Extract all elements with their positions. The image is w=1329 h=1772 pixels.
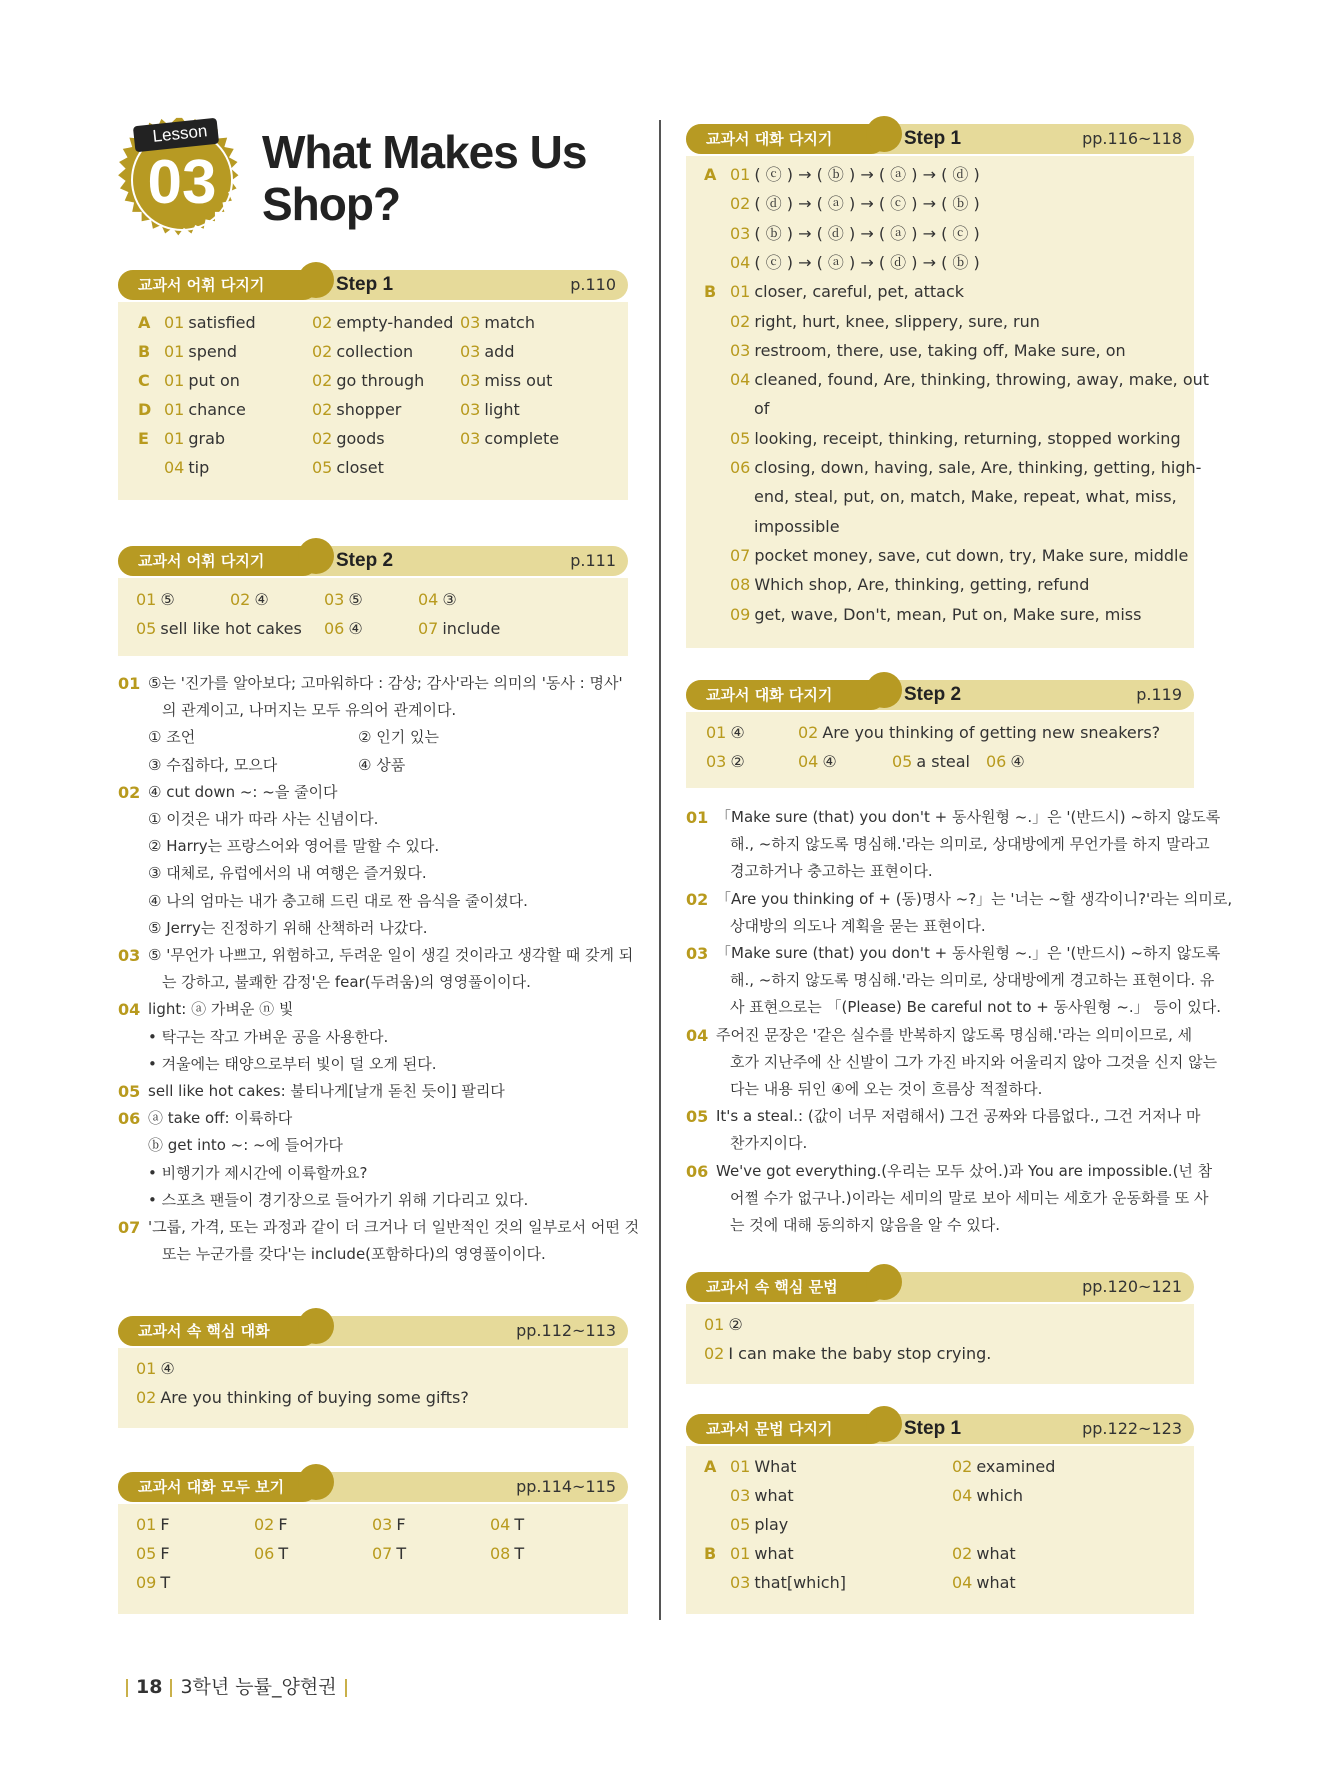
answer-cell: 03 restroom, there, use, taking off, Make sure, on (730, 340, 1126, 360)
explanation-text: We've got everything.(우리는 모두 샀어.)과 You are impossible.(넌 참 (716, 1161, 1213, 1180)
explanation-text: ① 조언 (148, 728, 196, 747)
answer-cell: 01 closer, careful, pet, attack (730, 282, 965, 302)
answer-cell: 03 complete (460, 429, 560, 448)
dialog-step1-header: 교과서 대화 다지기 Step 1 pp.116~118 (686, 124, 1194, 154)
section-letter: C (138, 371, 150, 390)
answer-cell: 01 put on (164, 371, 240, 390)
dialog-step2-a05: 05 a steal (892, 752, 970, 771)
answer-cell: 02 examined (952, 1457, 1056, 1476)
answer-cell: 01 chance (164, 400, 246, 419)
answer-cell: 06 ④ (324, 619, 363, 638)
answer-cell: 01 What (730, 1457, 797, 1476)
explanation-number: 05 (118, 1082, 141, 1101)
dialog-step2-a06: 06 ④ (986, 752, 1025, 771)
section-letter: E (138, 429, 149, 448)
explanation-text: • 겨울에는 태양으로부터 빛이 덜 오게 된다. (148, 1054, 437, 1073)
vocab-step2-header: 교과서 어휘 다지기 Step 2 p.111 (118, 546, 628, 576)
explanation-text: 해., ~하지 않도록 명심해.'라는 의미로, 상대방에게 경고하는 표현이다. 유 (730, 971, 1215, 990)
section-letter: B (138, 342, 151, 361)
explanation-number: 04 (686, 1025, 709, 1045)
section-letter: A (138, 313, 151, 332)
answer-cell: 05 sell like hot cakes (136, 619, 302, 638)
answer-cell: 04 T (490, 1515, 525, 1534)
page-number: 18 (136, 1676, 163, 1698)
answer-cell: 05 play (730, 1515, 789, 1534)
answer-cell: 09 T (136, 1573, 171, 1592)
section-letter: A (704, 1457, 717, 1476)
explanation-text: 사 표현으로는 「(Please) Be careful not to + 동사원형 ~.」 등이 있다. (730, 998, 1221, 1017)
dialog-step2-a03: 03 ② (706, 752, 745, 771)
answer-cell: 04 what (952, 1573, 1016, 1592)
explanation-text: 「Make sure (that) you don't + 동사원형 ~.」은 '(반드시) ~하지 않도록 (716, 808, 1221, 826)
explanation-text: 경고하거나 충고하는 표현이다. (730, 862, 933, 881)
explanation-text: ⑤는 '진가를 알아보다; 고마워하다 : 감상; 감사'라는 의미의 '동사 : 명사' (148, 674, 623, 692)
column-divider (659, 120, 661, 1620)
answer-cell: end, steal, put, on, match, Make, repeat, what, miss, (754, 487, 1177, 507)
answer-cell: 07 T (372, 1544, 407, 1563)
answer-cell: 01 satisfied (164, 313, 256, 332)
explanation-number: 01 (118, 674, 141, 693)
answer-cell: 03 ( ⓑ ) → ( ⓓ ) → ( ⓐ ) → ( ⓒ ) (730, 223, 980, 243)
answer-cell: 02 what (952, 1544, 1016, 1563)
explanation-text: 상대방의 의도나 계획을 묻는 표현이다. (730, 916, 986, 935)
explanation-text: 어쩔 수가 없구나.)이라는 세미의 말로 보아 세미는 세호가 운동화를 또 사 (730, 1188, 1209, 1207)
page-footer (118, 1672, 355, 1699)
answer-cell: 01 ② (704, 1315, 743, 1334)
answer-cell: 02 go through (312, 371, 425, 390)
answer-cell: 05 looking, receipt, thinking, returning, stopped working (730, 428, 1181, 448)
core-dialog-header: 교과서 속 핵심 대화 pp.112~113 (118, 1316, 628, 1346)
core-grammar-header: 교과서 속 핵심 문법 pp.120~121 (686, 1272, 1194, 1302)
explanation-text: It's a steal.: (값이 너무 저렴해서) 그건 공짜와 다름없다., 그건 거저나 마 (716, 1107, 1201, 1126)
explanation-number: 02 (118, 782, 141, 802)
section-letter: B (704, 282, 717, 302)
explanation-text: • 스포츠 팬들이 경기장으로 들어가기 위해 기다리고 있다. (148, 1190, 529, 1209)
explanation-text: 「Make sure (that) you don't + 동사원형 ~.」은 '(반드시) ~하지 않도록 (716, 944, 1221, 962)
explanation-text: '그룹, 가격, 또는 과정과 같이 더 크거나 더 일반적인 것의 일부로서 어떤 것 (148, 1218, 640, 1236)
explanation-number: 01 (686, 808, 709, 827)
answer-cell: 03 light (460, 400, 520, 419)
answer-cell: 09 get, wave, Don't, mean, Put on, Make sure, miss (730, 604, 1142, 624)
explanation-number: 03 (686, 944, 709, 963)
explanation-text: ① 이것은 내가 따라 사는 신념이다. (148, 810, 379, 828)
lesson-seal (116, 114, 248, 246)
answer-cell: 04 which (952, 1486, 1023, 1505)
explanation-text: 또는 누군가를 갖다'는 include(포함하다)의 영영풀이이다. (162, 1245, 546, 1264)
explanation-text: ⑤ Jerry는 진정하기 위해 산책하러 나갔다. (148, 918, 428, 937)
explanation-text: 다는 내용 뒤인 ④에 오는 것이 흐름상 적절하다. (730, 1079, 1043, 1098)
explanation-text: • 비행기가 제시간에 이륙할까요? (148, 1163, 368, 1182)
explanation-text: ⓑ get into ~: ~에 들어가다 (148, 1136, 343, 1155)
lesson-badge: Lesson (151, 121, 209, 146)
answer-cell: 06 T (254, 1544, 289, 1563)
answer-cell: 07 pocket money, save, cut down, try, Make sure, middle (730, 545, 1189, 565)
answer-cell: 02 Are you thinking of buying some gifts? (136, 1388, 469, 1407)
answer-cell: 03 match (460, 313, 535, 332)
answer-cell: 02 ( ⓓ ) → ( ⓐ ) → ( ⓒ ) → ( ⓑ ) (730, 194, 980, 214)
explanation-number: 07 (118, 1218, 141, 1237)
explanation-text: ④ 나의 엄마는 내가 충고해 드린 대로 짠 음식을 줄이셨다. (148, 891, 528, 910)
answer-cell: 04 ( ⓒ ) → ( ⓐ ) → ( ⓓ ) → ( ⓑ ) (730, 252, 980, 272)
dialog-step2-a04: 04 ④ (798, 752, 837, 771)
answer-cell: 05 F (136, 1544, 170, 1563)
explanation-text: ③ 수집하다, 모으다 (148, 755, 278, 774)
answer-cell: 03 that[which] (730, 1573, 846, 1592)
answer-cell: 01 ⑤ (136, 590, 175, 609)
explanation-text: 의 관계이고, 나머지는 모두 유의어 관계이다. (162, 701, 457, 720)
explanation-text: ② Harry는 프랑스어와 영어를 말할 수 있다. (148, 837, 440, 856)
explanation-text: 찬가지이다. (730, 1134, 808, 1153)
explanation-number: 05 (686, 1107, 709, 1127)
answer-cell: 08 Which shop, Are, thinking, getting, refund (730, 575, 1090, 595)
answer-cell: 02 right, hurt, knee, slippery, sure, run (730, 311, 1040, 331)
explanation-text: light: ⓐ 가벼운 ⓝ 빛 (148, 1000, 294, 1019)
answer-cell: 08 T (490, 1544, 525, 1563)
answer-cell: 01 spend (164, 342, 237, 361)
dialog-step2-a01: 01 ④ (706, 723, 745, 742)
dialog-step2-a02: 02 Are you thinking of getting new sneakers? (798, 723, 1161, 742)
section-letter: D (138, 400, 152, 419)
answer-cell: 02 shopper (312, 400, 402, 419)
section-letter: A (704, 165, 717, 184)
explanation-number: 04 (118, 1000, 141, 1020)
answer-cell: 04 tip (164, 458, 210, 477)
answer-cell: 05 closet (312, 458, 384, 477)
answer-cell: 01 what (730, 1544, 794, 1563)
answer-cell: 02 collection (312, 342, 414, 361)
explanation-text: 해., ~하지 않도록 명심해.'라는 의미로, 상대방에게 무언가를 하지 말라고 (730, 835, 1210, 854)
explanation-text: 주어진 문장은 '같은 실수를 반복하지 않도록 명심해.'라는 의미이므로, 세 (716, 1025, 1193, 1044)
answer-cell: 01 F (136, 1515, 170, 1534)
answer-cell: 03 what (730, 1486, 794, 1505)
grammar-step1-header: 교과서 문법 다지기 Step 1 pp.122~123 (686, 1414, 1194, 1444)
explanation-text: ② 인기 있는 (358, 728, 439, 747)
explanation-text: 는 것에 대해 동의하지 않음을 알 수 있다. (730, 1215, 1000, 1234)
answer-cell: 06 closing, down, having, sale, Are, thinking, getting, high- (730, 458, 1202, 477)
explanation-text: ⑤ '무언가 나쁘고, 위험하고, 두려운 일이 생길 것이라고 생각할 때 갖게 되 (148, 946, 634, 964)
explanation-number: 06 (118, 1109, 141, 1129)
explanation-text: ④ cut down ~: ~을 줄이다 (148, 782, 338, 801)
answer-cell: 02 F (254, 1515, 288, 1534)
lesson-title: What Makes Us Shop? (262, 126, 587, 230)
explanation-text: ③ 대체로, 유럽에서의 내 여행은 즐거웠다. (148, 864, 427, 883)
answer-cell: 03 ⑤ (324, 590, 363, 609)
explanation-text: ④ 상품 (358, 755, 406, 774)
vocab-step1-header: 교과서 어휘 다지기 Step 1 p.110 (118, 270, 628, 300)
answer-cell: 01 ④ (136, 1359, 175, 1378)
explanation-text: 호가 지난주에 산 신발이 그가 가진 바지와 어울리지 않아 그것을 신지 않는 (730, 1052, 1218, 1071)
explanation-text: 는 강하고, 불쾌한 감정'은 fear(두려움)의 영영풀이이다. (162, 973, 531, 992)
answer-cell: 01 grab (164, 429, 226, 448)
answer-cell: 02 I can make the baby stop crying. (704, 1344, 992, 1363)
explanation-text: • 탁구는 작고 가벼운 공을 사용한다. (148, 1027, 389, 1046)
explanation-text: sell like hot cakes: 불티나게[날개 돋친 듯이] 팔리다 (148, 1082, 505, 1100)
answer-cell: 03 miss out (460, 371, 553, 390)
answer-cell: 03 add (460, 342, 515, 361)
section-letter: B (704, 1544, 717, 1563)
dialog-step2-header: 교과서 대화 다지기 Step 2 p.119 (686, 680, 1194, 710)
answer-cell: impossible (754, 516, 840, 536)
lesson-number: 03 (147, 148, 217, 217)
book-title: 3학년 능률_양현권 (180, 1676, 337, 1698)
answer-cell: 02 ④ (230, 590, 269, 609)
answer-cell: 01 ( ⓒ ) → ( ⓑ ) → ( ⓐ ) → ( ⓓ ) (730, 165, 980, 184)
explanation-text: 「Are you thinking of + (동)명사 ~?」는 '너는 ~할 생각이니?'라는 의미로, (716, 889, 1233, 908)
answer-cell: 04 cleaned, found, Are, thinking, throwing, away, make, out (730, 370, 1210, 390)
answer-cell: 04 ③ (418, 590, 457, 609)
answer-cell: 02 goods (312, 429, 385, 448)
dialog-view-header: 교과서 대화 모두 보기 pp.114~115 (118, 1472, 628, 1502)
explanation-text: ⓐ take off: 이륙하다 (148, 1109, 293, 1128)
answer-cell: of (754, 399, 770, 419)
answer-cell: 02 empty-handed (312, 313, 454, 332)
answer-cell: 03 F (372, 1515, 406, 1534)
explanation-number: 06 (686, 1161, 709, 1181)
answer-cell: 07 include (418, 619, 501, 638)
explanation-number: 03 (118, 946, 141, 965)
explanation-number: 02 (686, 889, 709, 909)
